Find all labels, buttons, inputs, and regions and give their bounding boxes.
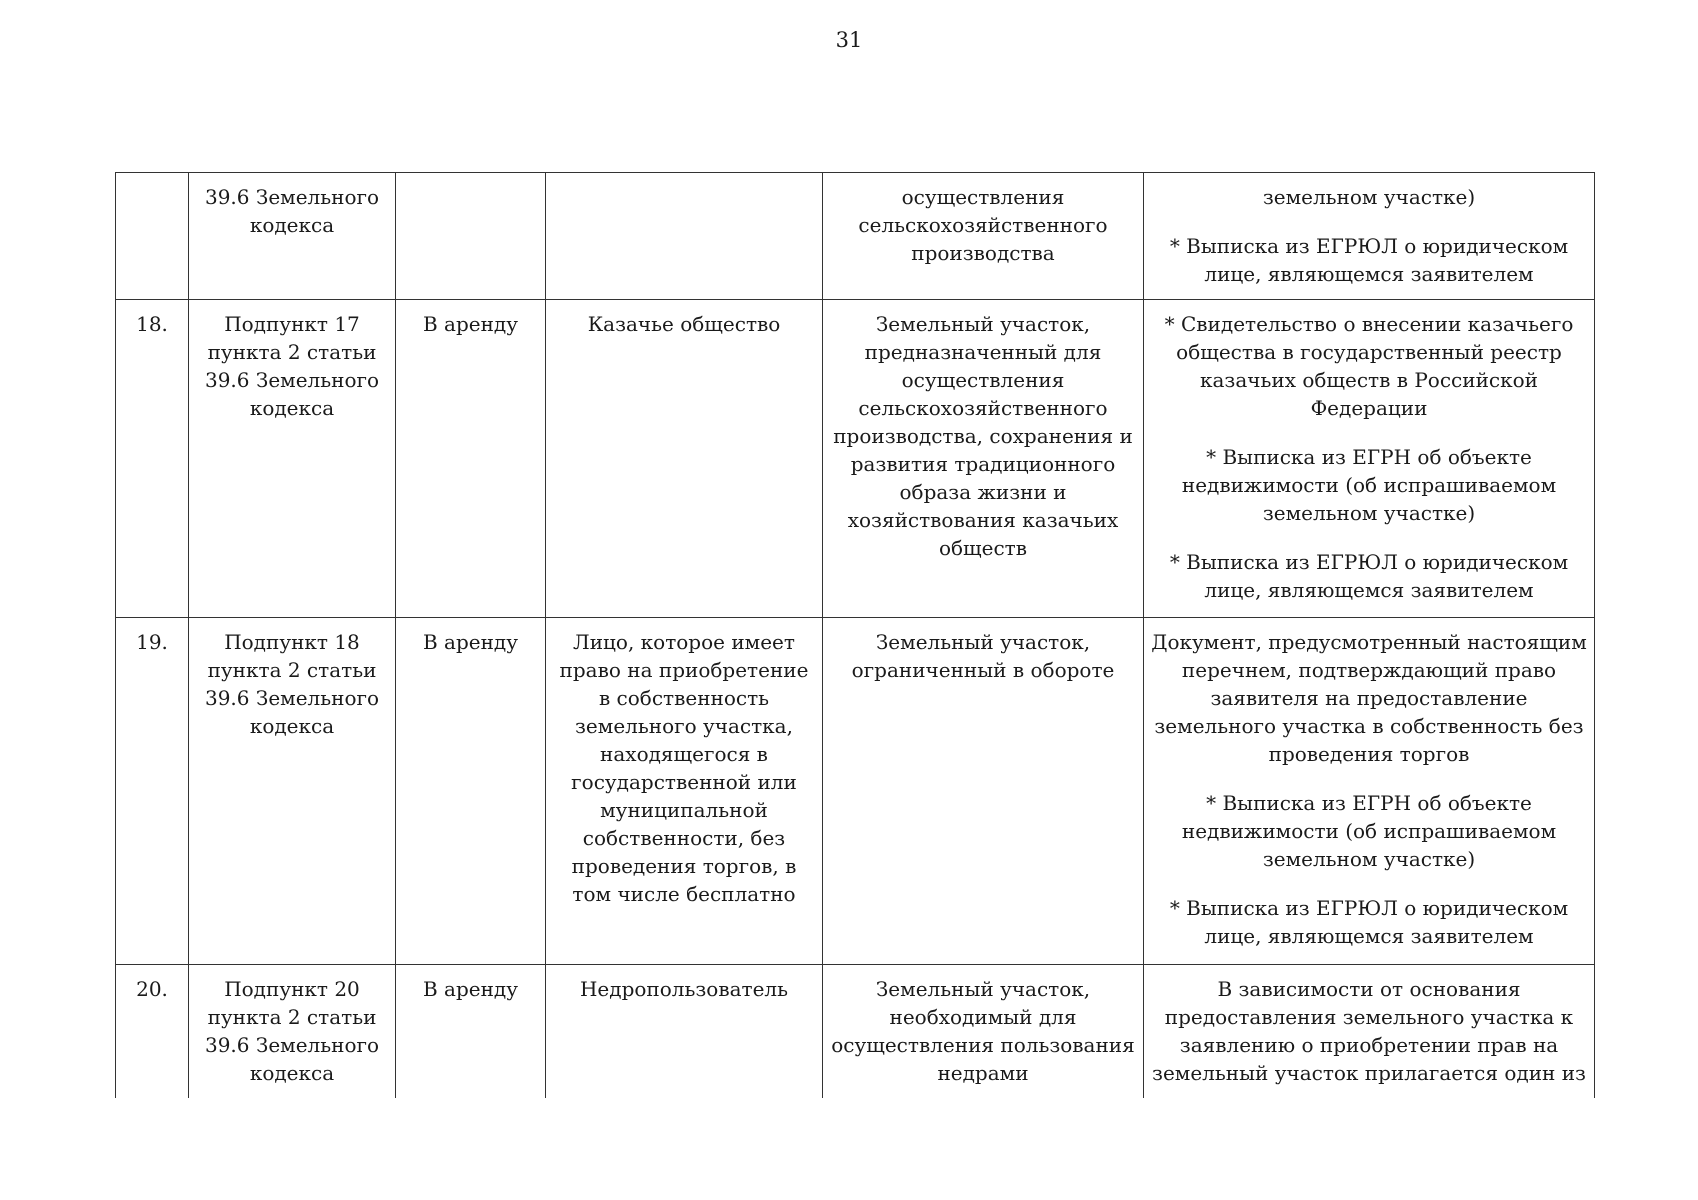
row-number-cell: 18. — [116, 300, 189, 618]
document-paragraph: * Выписка из ЕГРЮЛ о юридическом лице, являющемся заявителем — [1169, 550, 1569, 602]
table-row — [116, 300, 1595, 618]
legal-basis-cell: Подпункт 18 пункта 2 статьи 39.6 Земельного кодекса — [189, 618, 396, 965]
table-row — [116, 965, 1595, 1098]
applicant-cell — [546, 173, 823, 300]
page-number: 31 — [835, 28, 863, 52]
land-plot-cell: Земельный участок, ограниченный в обороте — [823, 618, 1144, 965]
document-paragraph: * Свидетельство о внесении казачьего общества в государственный реестр казачьих обществ в Российской Федерации — [1164, 312, 1574, 420]
document-paragraph: * Выписка из ЕГРЮЛ о юридическом лице, являющемся заявителем — [1169, 896, 1569, 948]
applicant-cell: Лицо, которое имеет право на приобретение в собственность земельного участка, находящегося в государственной или муниципальной собственности, без проведения торгов, в том числе бесплатно — [546, 618, 823, 965]
land-plot-cell: Земельный участок, необходимый для осуществления пользования недрами — [823, 965, 1144, 1098]
right-type-cell: В аренду — [396, 618, 546, 965]
table-row — [116, 173, 1595, 300]
documents-cell — [1144, 965, 1595, 1098]
document-paragraph: земельном участке) — [1262, 185, 1476, 209]
table-row — [116, 618, 1595, 965]
documents-cell — [1144, 173, 1595, 300]
documents-cell — [1144, 300, 1595, 618]
documents-cell — [1144, 618, 1595, 965]
applicant-cell: Казачье общество — [546, 300, 823, 618]
legal-basis-cell: Подпункт 20 пункта 2 статьи 39.6 Земельного кодекса — [189, 965, 396, 1098]
land-plot-cell: осуществления сельскохозяйственного производства — [823, 173, 1144, 300]
row-number-cell: 19. — [116, 618, 189, 965]
legal-basis-cell: Подпункт 17 пункта 2 статьи 39.6 Земельного кодекса — [189, 300, 396, 618]
right-type-cell: В аренду — [396, 300, 546, 618]
document-paragraph: * Выписка из ЕГРН об объекте недвижимости (об испрашиваемом земельном участке) — [1181, 445, 1557, 525]
document-paragraph: * Выписка из ЕГРН об объекте недвижимости (об испрашиваемом земельном участке) — [1181, 791, 1557, 871]
legal-basis-cell: 39.6 Земельного кодекса — [189, 173, 396, 300]
document-paragraph: Документ, предусмотренный настоящим перечнем, подтверждающий право заявителя на предоставление земельного участка в собственность без проведения торгов — [1151, 630, 1587, 766]
applicant-cell: Недропользователь — [546, 965, 823, 1098]
document-paragraph: В зависимости от основания предоставления земельного участка к заявлению о приобретении прав на земельный участок прилагается один из — [1152, 977, 1586, 1085]
row-number-cell: 20. — [116, 965, 189, 1098]
land-provision-table — [115, 172, 1595, 1098]
document-paragraph: * Выписка из ЕГРЮЛ о юридическом лице, являющемся заявителем — [1169, 234, 1569, 286]
land-plot-cell: Земельный участок, предназначенный для осуществления сельскохозяйственного производства, сохранения и развития традиционного образа жизни и хозяйствования казачьих обществ — [823, 300, 1144, 618]
right-type-cell: В аренду — [396, 965, 546, 1098]
row-number-cell — [116, 173, 189, 300]
right-type-cell — [396, 173, 546, 300]
